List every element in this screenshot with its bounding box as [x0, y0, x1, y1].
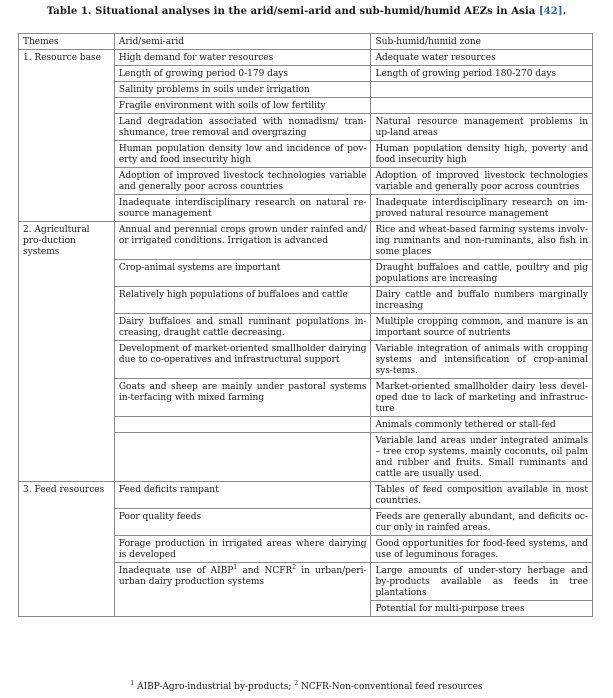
arid-cell: Forage production in irrigated areas where dairying is developed — [114, 536, 371, 563]
arid-cell — [114, 433, 371, 482]
humid-cell: Rice and wheat-based farming systems involv-ing ruminants and non-ruminants, also fish in some places — [371, 222, 593, 260]
humid-cell: Potential for multi-purpose trees — [371, 601, 593, 617]
table-header-row — [19, 34, 593, 50]
humid-cell: Inadequate interdisciplinary research on im-proved natural resource management — [371, 195, 593, 222]
arid-cell: Fragile environment with soils of low fertility — [114, 98, 371, 114]
humid-cell — [371, 82, 593, 98]
humid-cell: Animals commonly tethered or stall-fed — [371, 417, 593, 433]
table-row — [19, 482, 593, 509]
arid-cell: Annual and perennial crops grown under rainfed and/ or irrigated conditions. Irrigation is advanced — [114, 222, 371, 260]
humid-cell: Good opportunities for food-feed systems, and use of leguminous forages. — [371, 536, 593, 563]
arid-cell: Crop-animal systems are important — [114, 260, 371, 287]
caption-text: Table 1. Situational analyses in the arid/semi-arid and sub-humid/humid AEZs in Asia — [46, 6, 539, 17]
arid-cell — [114, 417, 371, 433]
table-row — [19, 50, 593, 66]
arid-cell: Length of growing period 0-179 days — [114, 66, 371, 82]
humid-cell: Multiple cropping common, and manure is an important source of nutrients — [371, 314, 593, 341]
arid-cell: Salinity problems in soils under irrigation — [114, 82, 371, 98]
header-arid: Arid/semi-arid — [114, 34, 371, 50]
arid-cell: Dairy buffaloes and small ruminant populations in-creasing, draught cattle decreasing. — [114, 314, 371, 341]
arid-cell-aibp-ncfr: Inadequate use of AIBP$^1$ and NCFR$^2$ in urban/peri-urban dairy production systems — [114, 563, 371, 617]
arid-cell: Human population density low and incidence of pov-erty and food insecurity high — [114, 141, 371, 168]
arid-cell: Development of market-oriented smallholder dairying due to co-operatives and infrastructural support — [114, 341, 371, 379]
humid-cell: Market-oriented smallholder dairy less devel-oped due to lack of marketing and infrastruc-ture — [371, 379, 593, 417]
humid-cell: Variable land areas under integrated animals – tree crop systems, mainly coconuts, oil palm and rubber and fruits. Small ruminants and cattle are usually used. — [371, 433, 593, 482]
humid-cell: Large amounts of under-story herbage and by-products available as feeds in tree plantations — [371, 563, 593, 601]
situational-analysis-table — [18, 33, 593, 617]
arid-cell: Adoption of improved livestock technologies variable and generally poor across countries — [114, 168, 371, 195]
humid-cell: Adequate water resources — [371, 50, 593, 66]
table-row — [19, 222, 593, 260]
humid-cell: Adoption of improved livestock technologies variable and generally poor across countries — [371, 168, 593, 195]
header-themes: Themes — [19, 34, 115, 50]
humid-cell: Length of growing period 180-270 days — [371, 66, 593, 82]
caption-end: . — [562, 6, 567, 17]
table-footnote: $^1$ AIBP-Agro-industrial by-products; $^2$ NCFR-Non-conventional feed resources — [130, 680, 483, 692]
humid-cell: Human population density high, poverty and food insecurity high — [371, 141, 593, 168]
humid-cell: Draught buffaloes and cattle, poultry and pig populations are increasing — [371, 260, 593, 287]
arid-cell: Feed deficits rampant — [114, 482, 371, 509]
theme-cell-agricultural-production: 2. Agricultural pro-duction systems — [19, 222, 115, 482]
humid-cell: Tables of feed composition available in most countries. — [371, 482, 593, 509]
humid-cell: Variable integration of animals with cropping systems and intensification of crop-animal sys-tems. — [371, 341, 593, 379]
arid-cell: Land degradation associated with nomadism/ tran-shumance, tree removal and overgrazing — [114, 114, 371, 141]
humid-cell: Feeds are generally abundant, and deficits oc-cur only in rainfed areas. — [371, 509, 593, 536]
humid-cell: Natural resource management problems in up-land areas — [371, 114, 593, 141]
theme-cell-feed-resources: 3. Feed resources — [19, 482, 115, 617]
humid-cell: Dairy cattle and buffalo numbers marginally increasing — [371, 287, 593, 314]
theme-cell-resource-base: 1. Resource base — [19, 50, 115, 222]
humid-cell — [371, 98, 593, 114]
arid-cell: Inadequate interdisciplinary research on natural re-source management — [114, 195, 371, 222]
arid-cell: Relatively high populations of buffaloes and cattle — [114, 287, 371, 314]
arid-cell: Poor quality feeds — [114, 509, 371, 536]
table-caption — [0, 6, 613, 17]
header-humid: Sub-humid/humid zone — [371, 34, 593, 50]
arid-cell: Goats and sheep are mainly under pastoral systems in-terfacing with mixed farming — [114, 379, 371, 417]
reference-link[interactable]: [42] — [538, 6, 563, 17]
arid-cell: High demand for water resources — [114, 50, 371, 66]
